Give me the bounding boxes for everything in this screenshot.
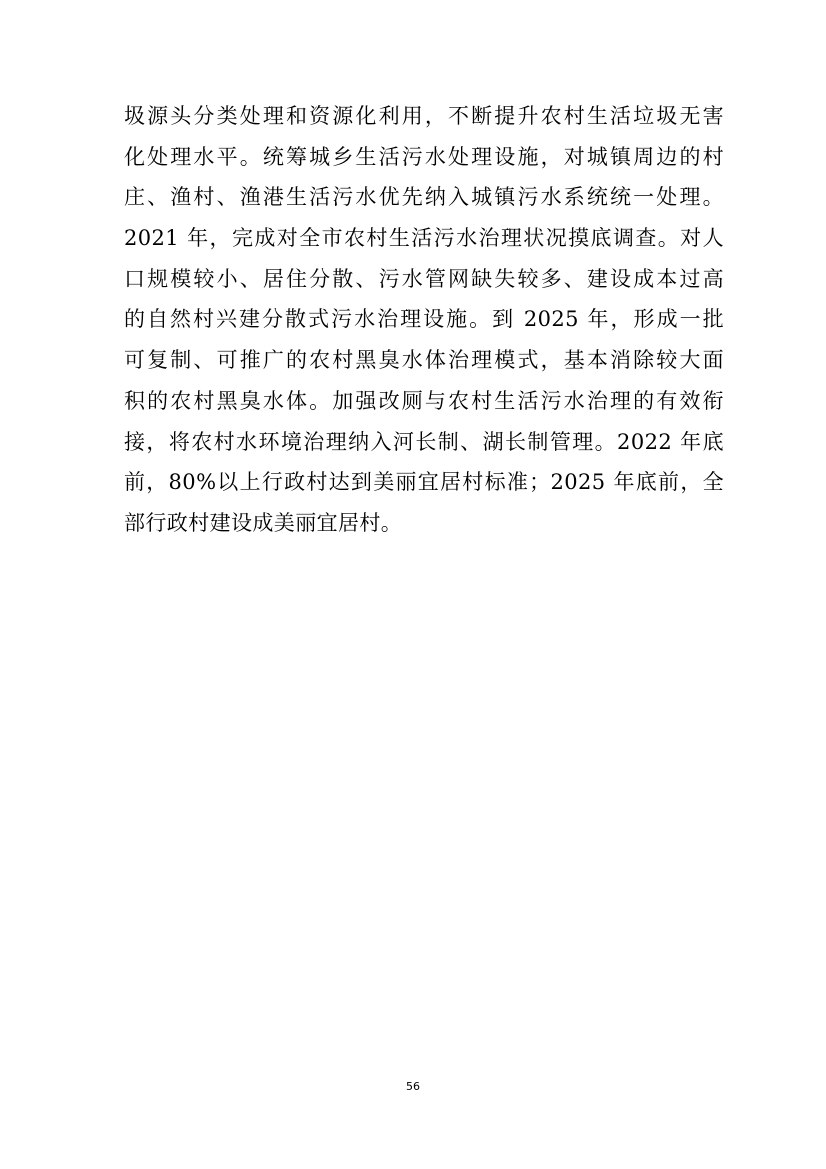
text-line: 接，将农村水环境治理纳入河长制、湖长制管理。2022 年底 [124, 429, 724, 454]
text-line: 2021 年，完成对全市农村生活污水治理状况摸底调查。对人 [124, 226, 724, 251]
page-number: 56 [406, 1080, 420, 1093]
text-line: 积的农村黑臭水体。加强改厕与农村生活污水治理的有效衔 [124, 388, 724, 413]
text-line: 的自然村兴建分散式污水治理设施。到 2025 年，形成一批 [124, 307, 724, 332]
text-line: 前，80%以上行政村达到美丽宜居村标准；2025 年底前，全 [124, 470, 724, 495]
text-line: 庄、渔村、渔港生活污水优先纳入城镇污水系统统一处理。 [124, 185, 724, 210]
text-line: 圾源头分类处理和资源化利用，不断提升农村生活垃圾无害 [124, 104, 724, 128]
body-paragraph [124, 96, 724, 544]
text-line: 化处理水平。统筹城乡生活污水处理设施，对城镇周边的村 [124, 144, 724, 169]
text-line: 口规模较小、居住分散、污水管网缺失较多、建设成本过高 [124, 266, 724, 291]
text-line: 部行政村建设成美丽宜居村。 [124, 510, 403, 535]
text-line: 可复制、可推广的农村黑臭水体治理模式，基本消除较大面 [124, 348, 724, 373]
